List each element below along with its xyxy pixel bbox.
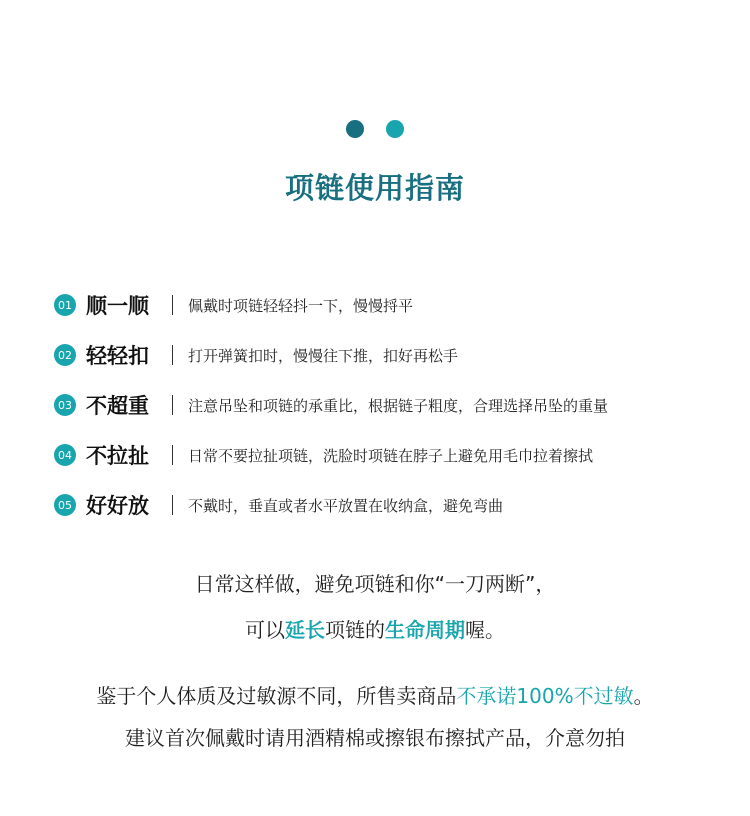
divider: [172, 395, 173, 415]
summary-text: 可以: [245, 618, 285, 642]
tip-number-badge: 03: [54, 394, 76, 416]
tip-title: 顺一顺: [86, 294, 149, 318]
dot-light: [386, 120, 404, 138]
disclaimer-line-1: [0, 680, 750, 709]
tip-item: [54, 380, 744, 430]
tip-item: [54, 330, 744, 380]
tips-list: [54, 280, 744, 530]
tip-description: 注意吊坠和项链的承重比，根据链子粗度，合理选择吊坠的重量: [188, 396, 609, 415]
divider: [172, 345, 173, 365]
highlight-lifecycle: 生命周期: [385, 618, 465, 642]
tip-title: 好好放: [86, 494, 149, 518]
summary-text: 喔。: [465, 618, 505, 642]
tip-item: [54, 480, 744, 530]
tip-item: [54, 430, 744, 480]
divider: [172, 495, 173, 515]
dot-dark: [346, 120, 364, 138]
tip-description: 打开弹簧扣时，慢慢往下推，扣好再松手: [188, 346, 459, 365]
tip-title: 轻轻扣: [86, 344, 149, 368]
tip-item: [54, 280, 744, 330]
tip-title: 不超重: [86, 394, 149, 418]
tip-description: 日常不要拉扯项链，洗脸时项链在脖子上避免用毛巾拉着擦拭: [188, 446, 594, 465]
tip-number-badge: 01: [54, 294, 76, 316]
highlight-extend: 延长: [285, 618, 325, 642]
disclaimer-text: 鉴于个人体质及过敏源不同，所售卖商品: [96, 684, 457, 708]
tip-title: 不拉扯: [86, 444, 149, 468]
summary-text: 项链的: [325, 618, 385, 642]
tip-description: 佩戴时项链轻轻抖一下，慢慢捋平: [188, 296, 414, 315]
divider: [172, 295, 173, 315]
disclaimer-text: 。: [633, 684, 654, 708]
disclaimer-line-2: 建议首次佩戴时请用酒精棉或擦银布擦拭产品，介意勿拍: [125, 726, 625, 750]
tip-number-badge: 04: [54, 444, 76, 466]
tip-number-badge: 05: [54, 494, 76, 516]
summary-line-2: [0, 614, 750, 643]
highlight-no-guarantee: 不承诺100%不过敏: [456, 684, 634, 708]
tip-number-badge: 02: [54, 344, 76, 366]
tip-description: 不戴时，垂直或者水平放置在收纳盒，避免弯曲: [188, 496, 504, 515]
summary-line-1: 日常这样做，避免项链和你“一刀两断”，: [194, 572, 556, 596]
divider: [172, 445, 173, 465]
page-title: 项链使用指南: [284, 171, 465, 205]
decorative-dots: [0, 120, 750, 138]
